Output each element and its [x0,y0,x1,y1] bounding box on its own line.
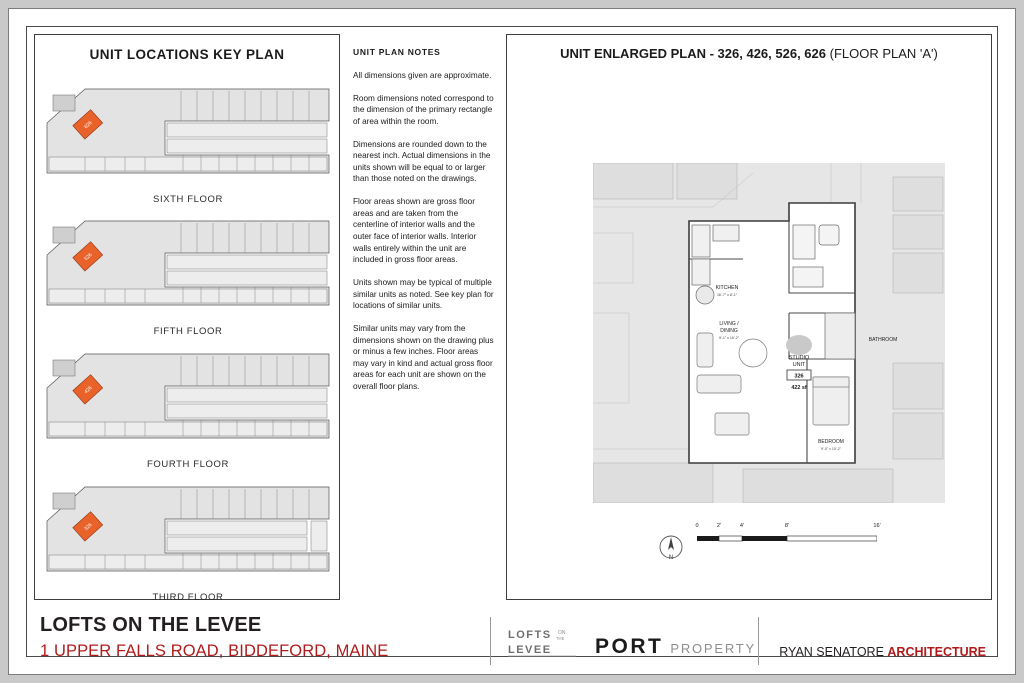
svg-text:326: 326 [794,373,804,380]
titleblock-divider [758,617,759,665]
note-paragraph: All dimensions given are approximate. [353,71,492,80]
svg-text:ON: ON [558,630,566,636]
port-word: PORT [595,635,664,658]
unit-accent-ellipse [786,335,812,355]
key-plan-panel [34,34,340,603]
sixth-floor-plan-graphic [45,85,331,190]
room-label-living: LIVING / [719,321,739,327]
port-property-logo [595,635,756,657]
svg-text:STUDIO: STUDIO [788,355,810,361]
scale-bar [695,523,881,551]
svg-text:426: 426 [83,385,94,396]
svg-text:UNIT: UNIT [792,362,806,368]
room-label-bathroom: BATHROOM [868,337,898,343]
room-dim-kitchen: 16'-7" x 8'-1" [716,293,738,297]
floor-key-sixth [45,85,331,205]
fourth-floor-plan-graphic [45,350,331,455]
room-dim-living: 9'-1" x 16'-2" [718,336,740,340]
svg-text:526: 526 [83,252,94,263]
svg-text:422 sf: 422 sf [791,385,807,391]
svg-text:N: N [668,555,674,561]
svg-text:326: 326 [83,522,94,533]
note-paragraph: Similar units may vary from the dimensions shown on the drawing plus or minus a few inches. Floor areas may vary in kind and actual gross floor areas for each unit are shown on the overall floor plans. [353,323,494,392]
third-floor-plan-graphic [45,483,331,588]
enlarged-plan-title [507,46,991,61]
scale-tick: 2' [716,523,722,529]
enlarged-plan-title-plain: (FLOOR PLAN 'A') [829,46,938,61]
note-paragraph: Dimensions are rounded down to the nearest inch. Actual dimensions in the units shown will be equal to or larger than those noted on the drawings. [353,139,491,184]
lofts-on-the-levee-logo [506,625,582,659]
scale-tick: 4' [739,523,745,529]
note-paragraph: Room dimensions noted correspond to the dimension of the primary rectangle of area within the room. [353,93,494,126]
notes-title: UNIT PLAN NOTES [353,47,441,57]
scale-bar-graphic [697,533,877,545]
north-arrow-icon [657,533,685,561]
floor-key-fourth [45,350,331,470]
bedroom-furniture [813,377,849,425]
svg-text:LOFTS: LOFTS [508,629,552,641]
floor-key-fifth [45,217,331,337]
floor-key-caption: FIFTH FLOOR [153,326,223,337]
architect-discipline: ARCHITECTURE [887,645,986,659]
port-property-word: PROPERTY [670,641,757,656]
room-label-kitchen: KITCHEN [715,285,739,291]
note-paragraph: Units shown may be typical of multiple similar units as noted. See key plan for locations of similar units. [353,277,494,311]
scale-tick: 0 [695,523,699,529]
note-paragraph: Floor areas shown are gross floor areas and are taken from the centerline of interior walls and the outer face of interior walls. Interior walls entirely within the unit are included in gross floor areas. [353,197,477,265]
enlarged-plan-title-bold: UNIT ENLARGED PLAN - 326, 426, 526, 626 [560,46,826,61]
architect-name: RYAN SENATORE [779,645,888,659]
project-address: 1 UPPER FALLS ROAD, BIDDEFORD, MAINE [40,642,389,660]
titleblock-divider [490,617,491,665]
enlarged-plan-panel [506,34,992,600]
svg-text:626: 626 [83,120,94,131]
floor-key-caption: FOURTH FLOOR [147,459,229,470]
unit-plan-notes [353,47,495,404]
architect-credit [779,645,986,659]
room-label-dining: DINING [720,328,738,334]
room-dim-bedroom: 9'-0" x 10'-2" [820,447,842,451]
drawing-sheet [8,8,1016,675]
floor-key-third [45,483,331,603]
project-title: LOFTS ON THE LEVEE [40,614,262,636]
room-label-bedroom: BEDROOM [818,439,844,445]
scale-tick: 8' [784,523,790,529]
floor-key-caption: SIXTH FLOOR [153,194,223,205]
svg-text:LEVEE: LEVEE [508,644,552,656]
fifth-floor-plan-graphic [45,217,331,322]
key-plan-title: UNIT LOCATIONS KEY PLAN [89,47,285,62]
floor-key-caption: THIRD FLOOR [152,592,224,603]
svg-text:THE: THE [556,636,565,641]
unit-enlarged-plan-graphic [593,163,945,503]
scale-tick: 16' [873,523,881,529]
